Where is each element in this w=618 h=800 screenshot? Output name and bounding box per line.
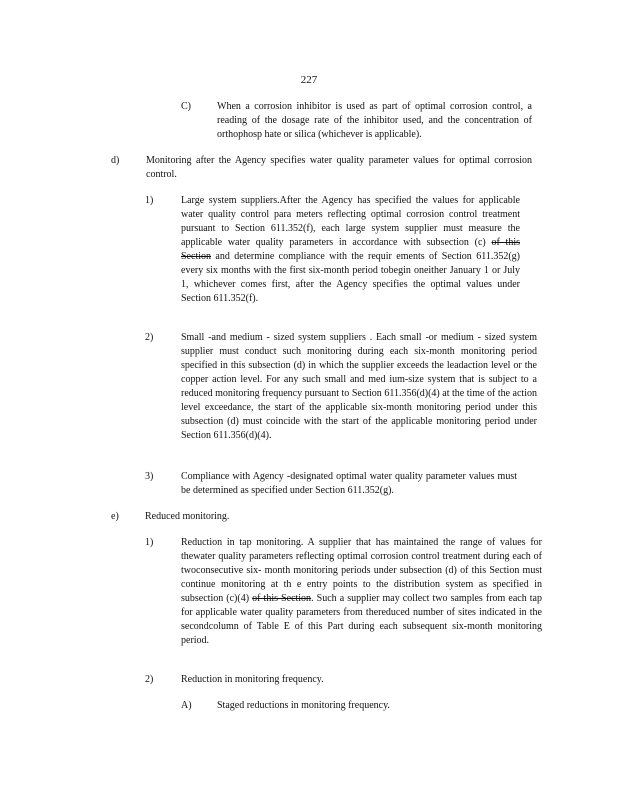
item-text: When a corrosion inhibitor is used as part of optimal corrosion control, a reading of the dosage rate of the inhibitor used, and the concentration of orthophosp hate or silica (whichever is applicable). [217,101,532,140]
item-label: 1) [145,195,154,206]
struck-text: of this Section [252,593,312,604]
item-label: e) [111,511,119,522]
text-part: . Such a supplier may collect two samples from each tap for applicable water quality parameters from thereduced number of sites indicated in the secondcolumn of Table E of this Part during each subsequent six-month monitoring period. [181,593,542,646]
item-text: Reduction in monitoring frequency. [181,674,324,685]
item-text: Monitoring after the Agency specifies water quality parameter values for optimal corrosion control. [146,155,532,180]
item-text: Reduced monitoring. [145,511,230,522]
item-label: d) [111,155,120,166]
struck-text: of this Section [181,237,521,262]
text-part: Large system suppliers.After the Agency has specified the values for applicable water quality control para meters reflecting optimal corrosion control treatment pursuant to Section 611.352(f), each large system supplier must measure the applicable water quality parameters in accordance with subsection (c) [181,195,520,248]
text-part: and determine compliance with the requir ements of Section 611.352(g) every six months with the first six-month period tobegin oneither January 1 or July 1, whichever comes first, after the Agency specifies the optimal values under Section 611.352(f). [181,251,520,304]
item-text [181,194,520,306]
item-label: 3) [145,471,154,482]
item-text: Compliance with Agency -designated optimal water quality parameter values must be determined as specified under Section 611.352(g). [181,471,517,496]
item-label: 2) [145,332,154,343]
text-part: Reduction in tap monitoring. A supplier that has maintained the range of values for thewater quality parameters reflecting optimal corrosion control treatment during each of twoconsecutive six- month monitoring periods under subsection (d) of this Section must continue monitoring at th e entry points to the distribution system as specified in subsection (c)(4) [181,537,542,604]
item-label: C) [181,101,191,112]
item-label: 2) [145,674,154,685]
item-text: Staged reductions in monitoring frequency. [217,700,390,711]
item-text: Small -and medium - sized system suppliers . Each small -or medium - sized system supplier must conduct such monitoring during each six-month monitoring period specified in this subsection (d) in which the supplier exceeds the leadaction level or the copper action level. For any such small and med ium-size system that is subject to a reduced monitoring frequency pursuant to Section 611.356(d)(4) at the time of the action level exceedance, the start of the applicable six-month monitoring period under this subsection (d) must coincide with the start of the applicable monitoring period under Section 611.356(d)(4). [181,332,537,441]
page-number: 227 [300,74,318,86]
item-label: 1) [145,537,154,548]
item-label: A) [181,700,192,711]
item-text [181,536,542,648]
